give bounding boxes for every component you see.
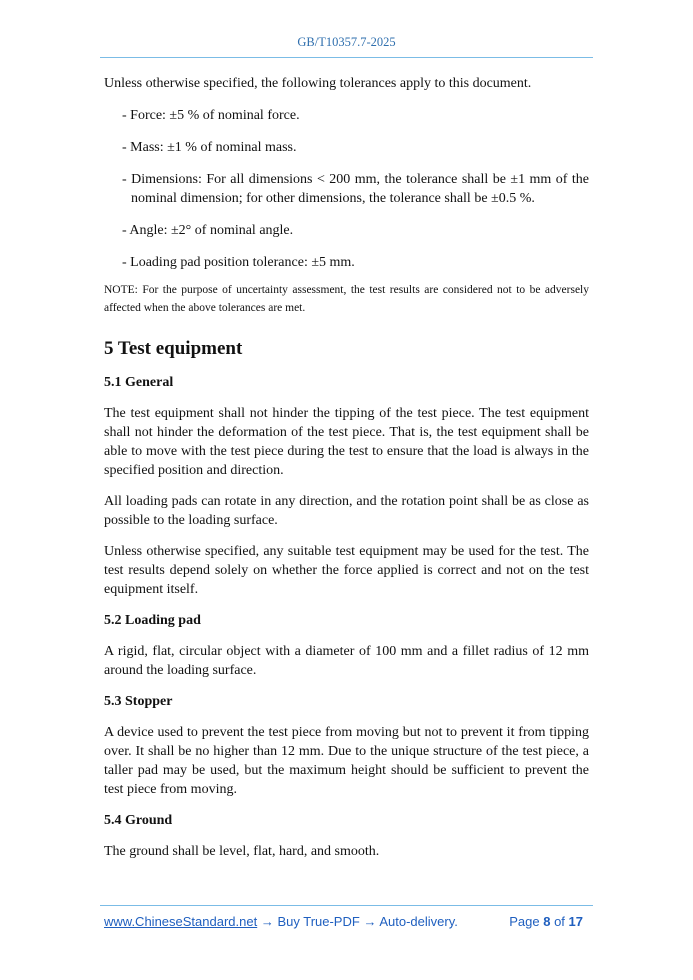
page-indicator <box>509 914 583 929</box>
page-label: Page <box>509 914 540 929</box>
of-label: of <box>554 914 565 929</box>
section-5-3-heading: 5.3 Stopper <box>104 694 173 709</box>
doc-id: GB/T10357.7-2025 <box>297 35 396 49</box>
section-5-1-para-3: Unless otherwise specified, any suitable test equipment may be used for the test. The test results depend solely on whether the force applied is correct and not on the test equipment itself. <box>104 544 589 597</box>
section-5-4-para: The ground shall be level, flat, hard, and smooth. <box>104 844 380 859</box>
section-5-1-para-1: The test equipment shall not hinder the tipping of the test piece. The test equipment shall not hinder the deformation of the test piece. That is, the test equipment shall be able to move with the test piece during the test to ensure that the load is always in the specified position and direction. <box>104 406 589 478</box>
section-5-4-heading: 5.4 Ground <box>104 813 173 828</box>
tolerance-item-mass: - Mass: ±1 % of nominal mass. <box>122 140 297 155</box>
tolerance-note: NOTE: For the purpose of uncertainty assessment, the test results are considered not to be adversely affected when the above tolerances are met. <box>104 284 589 314</box>
header-divider <box>100 57 593 58</box>
arrow-icon: → <box>260 914 274 929</box>
section-5-1-heading: 5.1 General <box>104 375 174 390</box>
tolerances-intro: Unless otherwise specified, the following tolerances apply to this document. <box>104 76 532 91</box>
tolerance-item-force: - Force: ±5 % of nominal force. <box>122 108 300 123</box>
auto-delivery-text: Auto-delivery. <box>379 914 458 929</box>
page-header <box>100 35 593 50</box>
page-number: 8 <box>543 914 551 929</box>
page-content <box>104 74 589 873</box>
footer-links <box>104 914 458 929</box>
section-5-heading: 5 Test equipment <box>104 338 243 359</box>
arrow-icon: → <box>363 914 377 929</box>
tolerance-item-angle: - Angle: ±2° of nominal angle. <box>122 223 294 238</box>
page-total: 17 <box>568 914 583 929</box>
section-5-2-para: A rigid, flat, circular object with a diameter of 100 mm and a fillet radius of 12 mm around the loading surface. <box>104 644 589 678</box>
tolerance-item-pad-position: - Loading pad position tolerance: ±5 mm. <box>122 255 355 270</box>
tolerance-item-dimensions: - Dimensions: For all dimensions < 200 mm, the tolerance shall be ±1 mm of the nominal dimension; for other dimensions, the tolerance shall be ±0.5 %. <box>122 172 589 206</box>
section-5-3-para: A device used to prevent the test piece from moving but not to prevent it from tipping over. It shall be no higher than 12 mm. Due to the unique structure of the test piece, a taller pad may be used, but the maximum height should be sufficient to prevent the test piece from moving. <box>104 725 589 797</box>
footer-divider <box>100 905 593 906</box>
section-5-1-para-2: All loading pads can rotate in any direction, and the rotation point shall be as close as possible to the loading surface. <box>104 494 589 528</box>
buy-pdf-text: Buy True-PDF <box>277 914 360 929</box>
site-link[interactable]: www.ChineseStandard.net <box>104 914 258 929</box>
section-5-2-heading: 5.2 Loading pad <box>104 613 201 628</box>
